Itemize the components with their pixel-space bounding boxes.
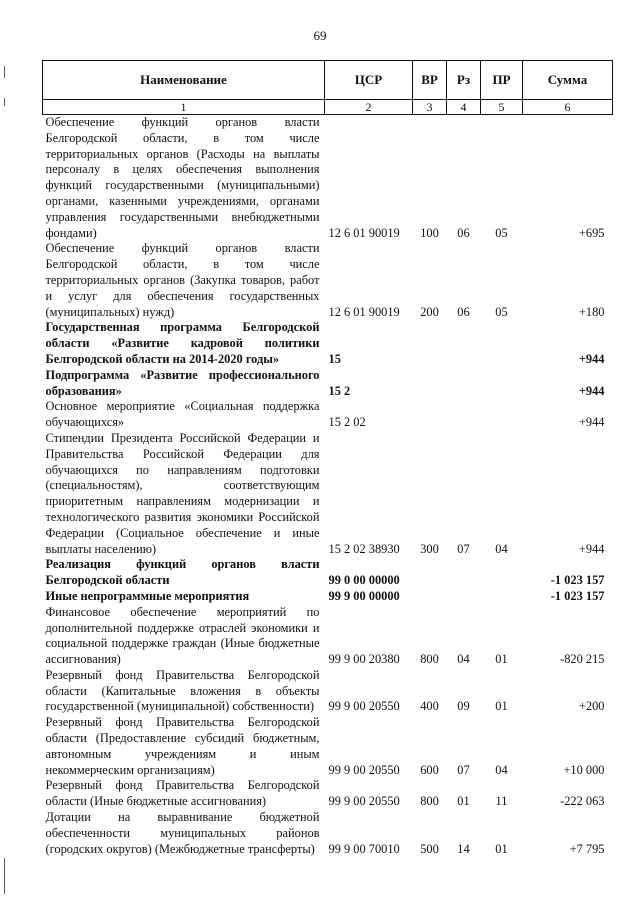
row-vr: 600: [420, 762, 439, 777]
row-csr: 15 2: [328, 383, 351, 398]
table-row: [43, 605, 613, 668]
table-row: [43, 589, 613, 605]
column-number: 4: [447, 100, 481, 115]
row-vr: [413, 589, 447, 605]
row-name: Реализация функций органов власти Белгородской области: [45, 557, 320, 588]
table-row: [43, 115, 613, 242]
column-number: 2: [325, 100, 413, 115]
page-number: 69: [313, 28, 327, 43]
row-pr: 01: [495, 699, 508, 714]
row-name: Обеспечение функций органов власти Белгородской области, в том числе территориальных органов (Закупка товаров, работ и услуг для обеспечения государственных (муниципальных) нужд): [45, 241, 320, 319]
table-row: [43, 241, 613, 320]
row-rz: [447, 368, 481, 400]
row-sum: +944: [578, 541, 605, 556]
row-csr: 15 2 02 38930: [328, 541, 400, 556]
row-rz: [447, 557, 481, 589]
row-name: Дотации на выравнивание бюджетной обеспеченности муниципальных районов (городских округов) (Межбюджетные трансферты): [45, 810, 320, 856]
row-sum: -222 063: [560, 794, 605, 809]
row-name: Подпрограмма «Развитие профессионального образования»: [45, 367, 320, 398]
row-name: Финансовое обеспечение мероприятий по дополнительной поддержке отраслей экономики и социальной поддержке граждан (Иные бюджетные ассигнования): [45, 604, 320, 667]
header-sum: Сумма: [523, 61, 613, 100]
table-row: [43, 778, 613, 810]
table-row: [43, 368, 613, 400]
row-vr: [413, 368, 447, 400]
margin-scan-mark: [4, 858, 5, 894]
budget-table: [42, 60, 613, 857]
row-sum: +944: [578, 351, 605, 366]
row-vr: 400: [420, 699, 439, 714]
table-row: [43, 431, 613, 557]
row-csr: 99 9 00 20380: [328, 652, 400, 667]
row-csr: 12 6 01 90019: [328, 304, 400, 319]
row-vr: 100: [420, 225, 439, 240]
row-pr: 11: [495, 794, 508, 809]
row-csr: 99 9 00 20550: [328, 762, 400, 777]
row-sum: -1 023 157: [550, 588, 605, 603]
row-csr: 99 9 00 20550: [328, 794, 400, 809]
column-number: 5: [481, 100, 523, 115]
row-csr: 99 9 00 20550: [328, 699, 400, 714]
row-pr: 05: [495, 304, 508, 319]
table-header: [43, 61, 613, 115]
table-row: [43, 668, 613, 715]
table-row: [43, 810, 613, 857]
row-sum: +695: [578, 225, 605, 240]
row-pr: [481, 320, 523, 367]
row-pr: [481, 589, 523, 605]
row-sum: +10 000: [563, 762, 605, 777]
row-csr: 15: [328, 351, 341, 366]
row-pr: 05: [495, 225, 508, 240]
row-pr: 01: [495, 841, 508, 856]
row-sum: +944: [578, 415, 605, 430]
row-name: Резервный фонд Правительства Белгородской области (Иные бюджетные ассигнования): [45, 778, 320, 809]
table-row: [43, 557, 613, 589]
table-body: [43, 115, 613, 858]
row-sum: +7 795: [569, 841, 605, 856]
row-pr: [481, 368, 523, 400]
row-name: Государственная программа Белгородской области «Развитие кадровой политики Белгородской области на 2014-2020 годы»: [45, 320, 320, 366]
row-sum: -820 215: [560, 652, 605, 667]
margin-scan-mark: [4, 66, 5, 78]
row-rz: [447, 589, 481, 605]
row-pr: [481, 399, 523, 431]
header-rz: Рз: [447, 61, 481, 100]
row-name: Основное мероприятие «Социальная поддержка обучающихся»: [45, 399, 320, 430]
header-name: Наименование: [43, 61, 325, 100]
table-row: [43, 399, 613, 431]
row-name: Резервный фонд Правительства Белгородской области (Капитальные вложения в объекты государственной (муниципальной) собственности): [45, 667, 320, 714]
row-sum: +944: [578, 383, 605, 398]
row-vr: 800: [420, 652, 439, 667]
row-csr: 99 9 00 70010: [328, 841, 400, 856]
row-vr: [413, 557, 447, 589]
row-csr: 15 2 02: [328, 415, 366, 430]
row-name: Обеспечение функций органов власти Белгородской области, в том числе территориальных органов (Расходы на выплаты персоналу в целях обеспечения выполнения функций государственными (муниципальными) органами, казенными учреждениями, органами управления государственными внебюджетными фондами): [45, 115, 320, 240]
row-vr: [413, 399, 447, 431]
row-name: Стипендии Президента Российской Федерации и Правительства Российской Федерации для обучающихся по направлениям подготовки (специальностям), соответствующим приоритетным направлениям модернизации и технологического развития экономики Российской Федерации (Социальное обеспечение и иные выплаты населению): [45, 430, 320, 556]
header-pr: ПР: [481, 61, 523, 100]
table-row: [43, 320, 613, 367]
table-row: [43, 715, 613, 778]
row-pr: 04: [495, 762, 508, 777]
row-pr: [481, 557, 523, 589]
row-rz: 04: [457, 652, 470, 667]
row-name: Иные непрограммные мероприятия: [45, 588, 250, 603]
row-rz: [447, 320, 481, 367]
row-rz: 09: [457, 699, 470, 714]
row-rz: 07: [457, 541, 470, 556]
row-csr: 12 6 01 90019: [328, 225, 400, 240]
row-sum: +200: [578, 699, 605, 714]
header-vr: ВР: [413, 61, 447, 100]
row-vr: 500: [420, 841, 439, 856]
row-name: Резервный фонд Правительства Белгородской области (Предоставление субсидий бюджетным, автономным учреждениям и иным некоммерческим организациям): [45, 715, 320, 777]
margin-scan-mark: [4, 98, 5, 106]
column-number: 3: [413, 100, 447, 115]
row-csr: 99 9 00 00000: [328, 588, 400, 603]
row-vr: [413, 320, 447, 367]
column-number: 1: [43, 100, 325, 115]
row-vr: 800: [420, 794, 439, 809]
header-csr: ЦСР: [325, 61, 413, 100]
row-vr: 300: [420, 541, 439, 556]
row-csr: 99 0 00 00000: [328, 573, 400, 588]
row-pr: 04: [495, 541, 508, 556]
row-sum: +180: [578, 304, 605, 319]
row-rz: 07: [457, 762, 470, 777]
row-rz: 06: [457, 304, 470, 319]
row-rz: 14: [457, 841, 470, 856]
row-rz: [447, 399, 481, 431]
row-sum: -1 023 157: [550, 573, 605, 588]
column-number: 6: [523, 100, 613, 115]
row-rz: 01: [457, 794, 470, 809]
row-rz: 06: [457, 225, 470, 240]
row-vr: 200: [420, 304, 439, 319]
row-pr: 01: [495, 652, 508, 667]
